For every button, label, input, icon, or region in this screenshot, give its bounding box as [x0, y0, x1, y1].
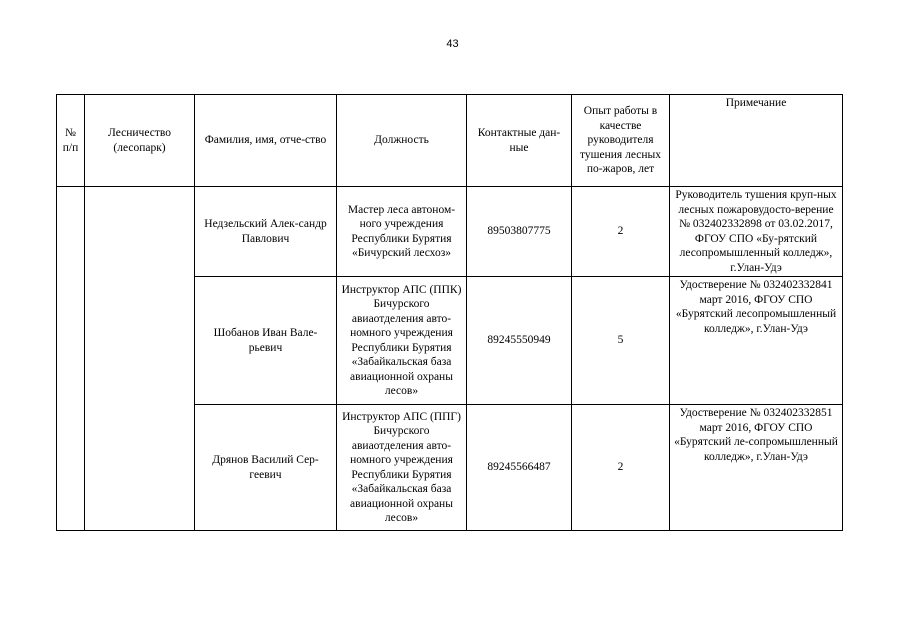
cell-position: Инструктор АПС (ППГ) Бичурского авиаотделения авто-номного учреждения Республики Бурятия «Забайкальская база авиационной охраны лесов»: [337, 405, 467, 531]
cell-contacts: 89245550949: [467, 277, 572, 405]
table-row: [57, 187, 843, 277]
cell-note: Удостверение № 032402332851 март 2016, ФГОУ СПО «Бурятский ле-сопромышленный колледж», г.Улан-Удэ: [670, 405, 843, 531]
header-num: № п/п: [57, 95, 85, 187]
header-position: Должность: [337, 95, 467, 187]
cell-name: Дрянов Василий Сер-геевич: [195, 405, 337, 531]
cell-experience: 2: [572, 187, 670, 277]
header-note: Примечание: [670, 95, 843, 187]
cell-contacts: 89503807775: [467, 187, 572, 277]
cell-position: Мастер леса автоном-ного учреждения Республики Бурятия «Бичурский лесхоз»: [337, 187, 467, 277]
cell-forestry: [85, 187, 195, 531]
cell-num: [57, 187, 85, 531]
cell-experience: 2: [572, 405, 670, 531]
cell-experience: 5: [572, 277, 670, 405]
header-name: Фамилия, имя, отче-ство: [195, 95, 337, 187]
header-contacts: Контактные дан-ные: [467, 95, 572, 187]
table-header-row: [57, 95, 843, 187]
header-forestry: Лесничество (лесопарк): [85, 95, 195, 187]
cell-position: Инструктор АПС (ППК) Бичурского авиаотделения авто-номного учреждения Республики Бурятия «Забайкальская база авиационной охраны лесов»: [337, 277, 467, 405]
responsible-persons-table: [56, 94, 843, 531]
cell-note: Руководитель тушения круп-ных лесных пожаровудосто-верение № 032402332898 от 03.02.2017, ФГОУ СПО «Бу-рятский лесопромышленный колледж», г.Улан-Удэ: [670, 187, 843, 277]
page-number: 43: [446, 38, 459, 50]
cell-name: Недзельский Алек-сандр Павлович: [195, 187, 337, 277]
header-experience: Опыт работы в качестве руководителя тушения лесных по-жаров, лет: [572, 95, 670, 187]
cell-note: Удостверение № 032402332841 март 2016, ФГОУ СПО «Бурятский лесопромышленный колледж», г.Улан-Удэ: [670, 277, 843, 405]
cell-contacts: 89245566487: [467, 405, 572, 531]
cell-name: Шобанов Иван Вале-рьевич: [195, 277, 337, 405]
